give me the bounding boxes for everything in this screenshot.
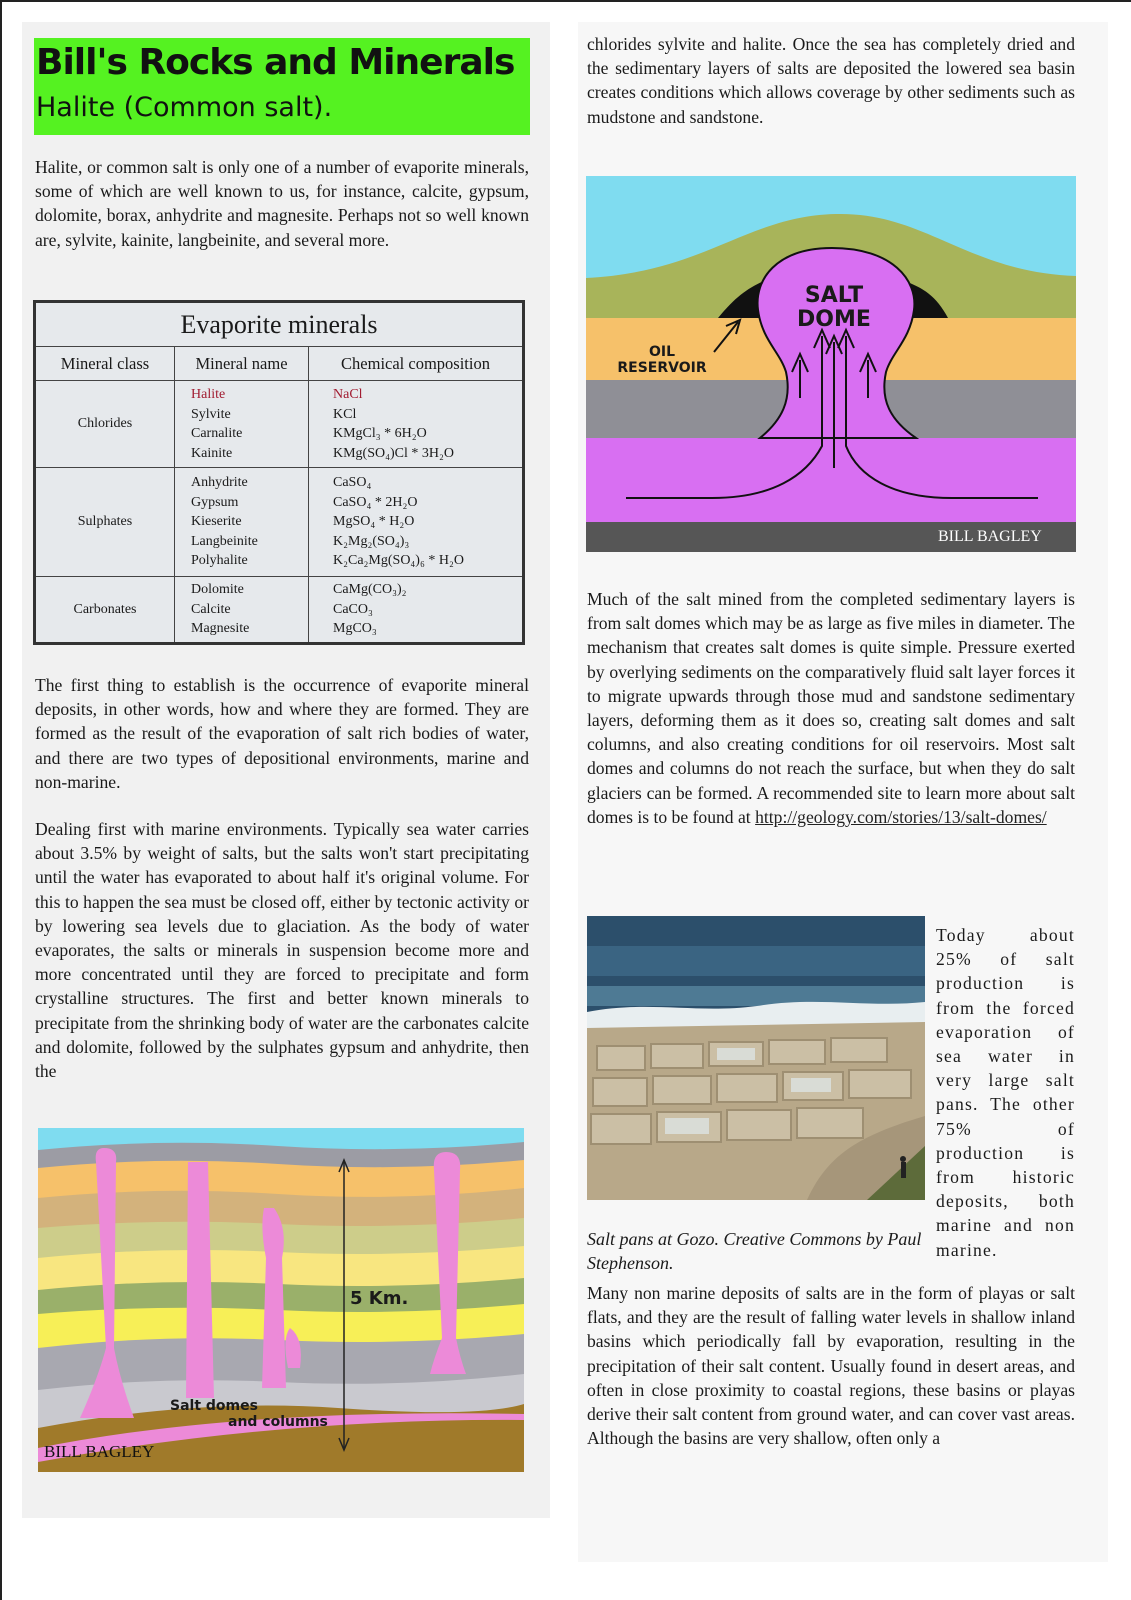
dome-label: DOME: [797, 307, 871, 332]
formulas-cell: [309, 577, 524, 644]
non-marine-paragraph: Many non marine deposits of salts are in the form of playas or salt flats, and they are the result of falling water levels in shallow inland basins which periodically fall by evaporation, resulting in the precipitation of their salt content. Usually found in desert areas, and often in close proximity to coastal regions, these basins or playas derive their salt content from ground water, and can cover vast areas. Although the basins are very shallow, often only a: [587, 1283, 1075, 1449]
salt-columns-figure: [38, 1128, 524, 1472]
mineral-name: Anhydrite: [191, 475, 248, 491]
salt-dome-diagram: [586, 176, 1076, 552]
salt-domes-paragraph: [587, 587, 1075, 829]
salt-label: SALT: [804, 283, 864, 308]
figure-credit: BILL BAGLEY: [938, 528, 1042, 545]
names-cell: [175, 381, 309, 468]
table-row: [35, 577, 524, 644]
page-subtitle: Halite (Common salt).: [36, 92, 333, 123]
mineral-formula: MgSO₄ * H₂O: [333, 514, 415, 530]
salt-pans-photo: [587, 916, 925, 1200]
mineral-name: Carnalite: [191, 426, 243, 442]
mineral-name: Langbeinite: [191, 533, 258, 549]
mineral-name: Kainite: [191, 445, 233, 461]
occurrence-paragraph: The first thing to establish is the occurrence of evaporite mineral deposits, in other words, how and where they are formed. They are formed as the result of the evaporation of salt rich bodies of water, and there are two types of depositional environments, marine and non-marine.: [35, 675, 529, 792]
names-cell: [175, 468, 309, 577]
mineral-formula: K₂Mg₂(SO₄)₃: [333, 533, 410, 549]
mineral-name: Dolomite: [191, 582, 244, 598]
mineral-name: Sylvite: [191, 406, 231, 422]
mineral-formula: KMg(SO₄)Cl * 3H₂O: [333, 445, 454, 461]
table-header-composition: Chemical composition: [309, 347, 524, 381]
mineral-name: Polyhalite: [191, 553, 248, 569]
height-label: 5 Km.: [350, 1288, 409, 1309]
mineral-formula: CaCO₃: [333, 601, 373, 617]
chlorides-paragraph: chlorides sylvite and halite. Once the sea has completely dried and the sedimentary layers of salts are deposited the lowered sea basin creates conditions which allows coverage by other sediments such as mudstone and sandstone.: [587, 34, 1075, 127]
figure-credit: BILL BAGLEY: [44, 1442, 155, 1461]
salt-pans-image: [587, 916, 925, 1200]
mineral-formula: K₂Ca₂Mg(SO₄)₆ * H₂O: [333, 553, 464, 569]
class-cell: Sulphates: [35, 468, 175, 577]
table-title: Evaporite minerals: [35, 302, 524, 347]
salt-domes-text: Much of the salt mined from the completed sedimentary layers is from salt domes which may be as large as five miles in diameter. The mechanism that creates salt domes is quite simple. Pressure exerted by overlying sediments on the comparatively fluid salt layer forces it to migrate upwards through those mud and sandstone sedimentary layers, deforming them as it does so, creating salt domes and salt columns, and also creating conditions for oil reservoirs. Most salt domes and columns do not reach the surface, but when they do salt glaciers can be formed. A recommended site to learn more about salt domes is to be found at: [587, 589, 1075, 827]
mineral-formula: NaCl: [333, 387, 363, 403]
mineral-name: Calcite: [191, 601, 231, 617]
evaporite-minerals-table: [33, 300, 525, 645]
mineral-name: Halite: [191, 387, 226, 403]
table-header-class: Mineral class: [35, 347, 175, 381]
marine-paragraph: Dealing first with marine environments. Typically sea water carries about 3.5% by weight of salts, but the salts won't start precipitating until the water has evaporated to about half it's original volume. For this to happen the sea must be closed off, either by tectonic activity or by lowering sea levels due to glaciation. As the body of water evaporates, the salts or minerals in suspension become more and more concentrated until they are forced to precipitate and form crystalline structures. The first and better known minerals to precipitate from the shrinking body of water are the carbonates calcite and dolomite, followed by the sulphates gypsum and anhydrite, then the: [35, 819, 529, 1082]
formulas-cell: [309, 468, 524, 577]
table-header-name: Mineral name: [175, 347, 309, 381]
mineral-formula: CaSO₄ * 2H₂O: [333, 494, 418, 510]
mineral-name: Gypsum: [191, 494, 239, 510]
mineral-formula: KMgCl₃ * 6H₂O: [333, 426, 427, 442]
table-row: [35, 468, 524, 577]
title-banner: [34, 38, 530, 135]
salt-dome-figure: [586, 176, 1076, 552]
salt-production-text: Today about 25% of salt production is from the forced evaporation of sea water in very large salt pans. The other 75% of production is from historic deposits, both marine and non marine.: [936, 925, 1075, 1260]
oil-label: OIL: [648, 344, 676, 360]
reservoir-label: RESERVOIR: [617, 360, 707, 376]
page-title: Bill's Rocks and Minerals: [36, 42, 515, 83]
intro-paragraph: Halite, or common salt is only one of a number of evaporite minerals, some of which are well known to us, for instance, calcite, gypsum, dolomite, borax, anhydrite and magnesite. Perhaps not so well known are, sylvite, kainite, langbeinite, and several more.: [35, 157, 529, 250]
mineral-name: Kieserite: [191, 514, 242, 530]
names-cell: [175, 577, 309, 644]
salt-columns-label-2: and columns: [228, 1414, 328, 1430]
geology-link[interactable]: http://geology.com/stories/13/salt-domes/: [755, 806, 1047, 827]
salt-columns-label-1: Salt domes: [170, 1398, 258, 1414]
photo-caption: Salt pans at Gozo. Creative Commons by Paul Stephenson.: [587, 1229, 922, 1273]
mineral-formula: CaSO₄: [333, 475, 372, 491]
mineral-formula: MgCO₃: [333, 621, 377, 637]
class-cell: Chlorides: [35, 381, 175, 468]
formulas-cell: [309, 381, 524, 468]
mineral-formula: CaMg(CO₃)₂: [333, 582, 407, 598]
salt-columns-diagram: [38, 1128, 524, 1472]
mineral-name: Magnesite: [191, 621, 250, 637]
table-row: [35, 381, 524, 468]
mineral-formula: KCl: [333, 406, 357, 422]
class-cell: Carbonates: [35, 577, 175, 644]
